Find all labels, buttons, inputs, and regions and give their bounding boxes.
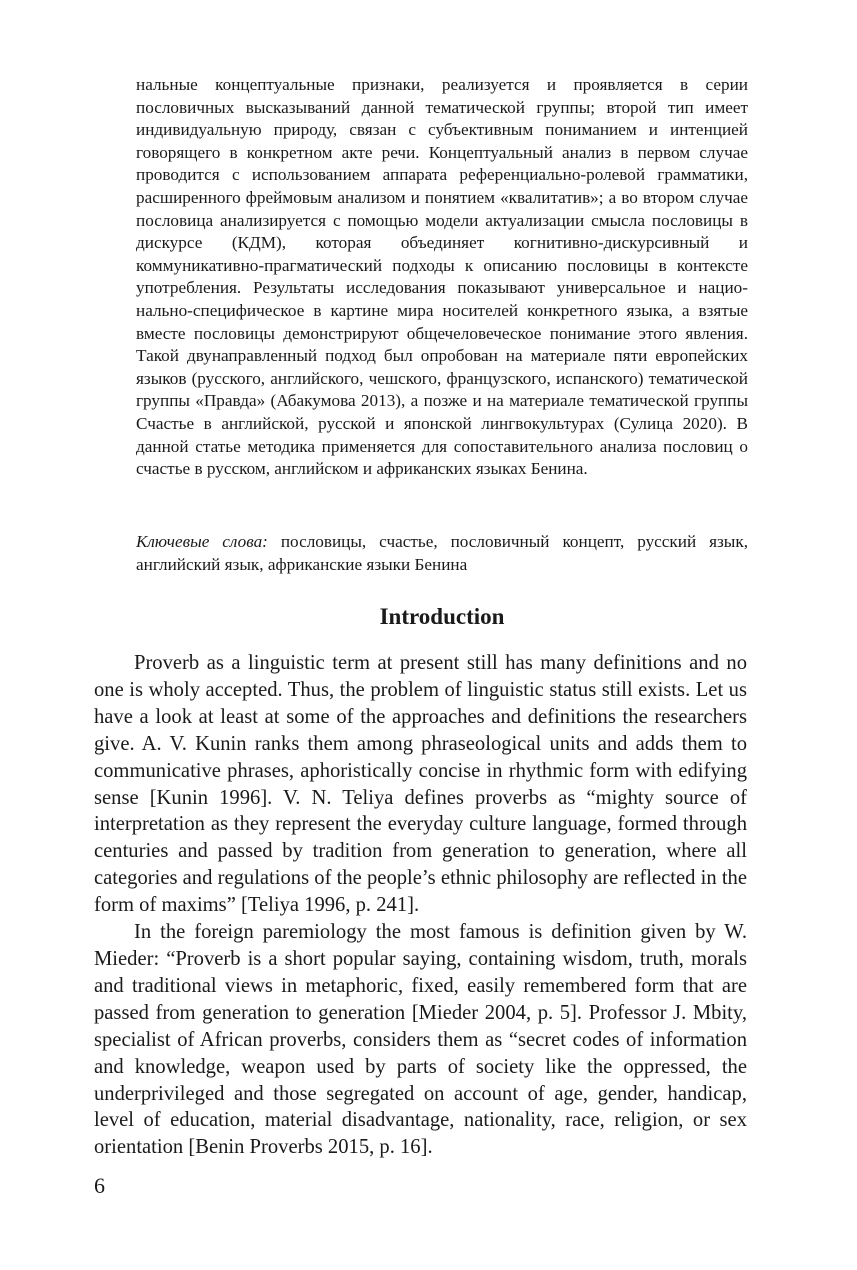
intro-paragraph-2: In the foreign paremiology the most famous is definition given by W. Mieder: “Proverb is a short popular saying, containing wisdom, truth, morals and traditional views in metaphoric, fixed, easily remembered form that are passed from generation to generation [Mieder 2004, p. 5]. Professor J. Mbity, specialist of African proverbs, considers them as “secret codes of information and knowledge, weapon used by parts of society like the oppressed, the underprivileged and those segregated on account of age, gender, handicap, level of education, material disadvantage, nationality, race, religion, or sex orientation [Benin Proverbs 2015, p. 16]. bbox=[94, 921, 747, 1159]
intro-paragraph-1: Proverb as a linguistic term at present still has many definitions and no one is wholy accepted. Thus, the problem of linguistic status still exists. Let us have a look at least at some of the approaches and definitions the researchers give. A. V. Kunin ranks them among phraseological units and adds them to communicative phrases, aphoristically concise in rhythmic form with edifying sense [Kunin 1996]. V. N. Teliya defines proverbs as “mighty source of interpretation as they represent the everyday culture language, formed through centuries and passed by tradition from generation to generation, where all categories and regulations of the people’s ethnic philosophy are reflected in the form of maxims” [Teliya 1996, p. 241]. bbox=[94, 652, 747, 917]
keywords-label: Ключевые слова: bbox=[136, 532, 268, 551]
keywords-line bbox=[136, 531, 748, 576]
introduction-body bbox=[94, 650, 747, 1161]
abstract-paragraph: нальные концептуальные признаки, реализуется и проявляется в серии пословичных высказываний данной тематической группы; второй тип имеет индивидуальную природу, связан с субъективным пониманием и интенцией говорящего в конкретном акте речи. Концептуальный анализ в первом случае проводится с использованием аппарата референциально-ролевой грамматики, расширенного фреймовым анализом и понятием «квалитатив»; а во втором случае пословица анализируется с помощью модели актуализации смысла пословицы в дискурсе (КДМ), которая объединяет когнитивно-дискурсивный и коммуникативно-прагматический подходы к описанию пословицы в контексте употребления. Результаты исследования показывают универсальное и национально-специфическое в картине мира носителей конкретного языка, а взятые вместе пословицы демонстрируют общечеловеческое понимание этого явления. Такой двунаправленный подход был опробован на материале пяти европейских языков (русского, английского, чешского, французского, испанского) тематической группы «Правда» (Абакумова 2013), а позже и на материале тематической группы Счастье в английской, русской и японской лингвокультурах (Сулица 2020). В данной статье методика применяется для сопоставительного анализа пословиц о счастье в русском, английском и африканских языках Бенина. bbox=[136, 75, 748, 479]
page-number: 6 bbox=[94, 1173, 105, 1198]
section-title: Introduction bbox=[379, 604, 505, 629]
keywords-text: пословицы, счастье, пословичный концепт, русский язык, английский язык, африканские языки Бенина bbox=[136, 532, 749, 574]
abstract-block bbox=[136, 74, 748, 481]
